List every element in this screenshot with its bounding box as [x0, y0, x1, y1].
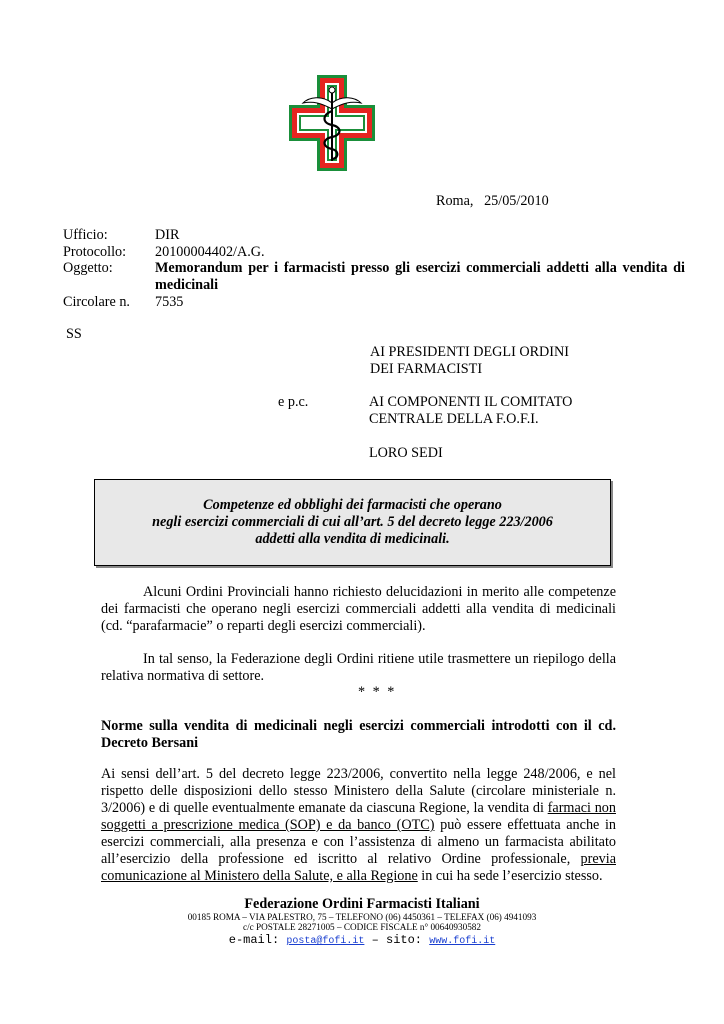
email-link[interactable]: posta@fofi.it: [286, 936, 365, 947]
epc-label: e p.c.: [278, 394, 309, 410]
topic-box-text: [95, 497, 610, 548]
section-heading: Norme sulla vendita di medicinali negli esercizi commerciali introdotti con il cd. Decreto Bersani: [101, 718, 616, 751]
closing-line: LORO SEDI: [369, 445, 443, 461]
footer-tax-info: c/c POSTALE 28271005 – CODICE FISCALE n° 00640930582: [243, 922, 481, 932]
paragraph-summary: [101, 651, 616, 685]
subject-text: Memorandum per i farmacisti presso gli esercizi commerciali addetti alla vendita di medicinali: [155, 260, 685, 293]
footer-contact: [0, 933, 724, 949]
ss-mark: SS: [66, 326, 82, 342]
meta-value: DIR: [155, 227, 180, 243]
recipients-secondary: [369, 394, 572, 428]
meta-value: 20100004402/A.G.: [155, 244, 265, 260]
paragraph-text: Alcuni Ordini Provinciali hanno richiesto delucidazioni in merito alle competenze dei farmacisti che operano negli esercizi commerciali addetti alla vendita di medicinali (cd. “parafarmacie” o reparti degli esercizi commerciali).: [101, 584, 616, 634]
meta-key: Oggetto:: [63, 260, 113, 276]
meta-key: Ufficio:: [63, 227, 108, 243]
paragraph-law: [101, 766, 616, 885]
topic-line: negli esercizi commerciali di cui all’art. 5 del decreto legge 223/2006: [152, 514, 553, 530]
meta-key: Circolare n.: [63, 294, 130, 310]
section-separator: * * *: [358, 684, 397, 700]
topic-box: [94, 479, 611, 566]
meta-key: Protocollo:: [63, 244, 127, 260]
topic-line: addetti alla vendita di medicinali.: [255, 531, 450, 547]
email-label: e-mail:: [228, 933, 280, 947]
paragraph-text: può essere effettuata anche in esercizi commerciali, alla presenza e con l’assistenza di almeno un farmacista abilitato all’esercizio della professione ed iscritto al relativo Ordine professionale,: [101, 817, 617, 867]
footer-address: 00185 ROMA – VIA PALESTRO, 75 – TELEFONO (06) 4450361 – TELEFAX (06) 4941093: [187, 912, 537, 922]
date-value: 25/05/2010: [484, 193, 549, 209]
recipient-line: AI COMPONENTI IL COMITATO: [369, 394, 573, 410]
logo-pharmacy-cross-icon: [287, 73, 377, 173]
recipient-line: CENTRALE DELLA F.O.F.I.: [369, 411, 539, 427]
underlined-text: previa comunicazione al Ministero della Salute, e alla Regione: [101, 851, 616, 884]
topic-line: Competenze ed obblighi dei farmacisti che operano: [203, 497, 502, 513]
recipient-line: AI PRESIDENTI DEGLI ORDINI: [370, 344, 569, 360]
date-place: Roma,: [436, 193, 474, 209]
document-date: [436, 193, 549, 210]
paragraph-text: in cui ha sede l’esercizio stesso.: [417, 868, 603, 884]
recipient-line: DEI FARMACISTI: [370, 361, 483, 377]
paragraph-text: In tal senso, la Federazione degli Ordini ritiene utile trasmettere un riepilogo della relativa normativa di settore.: [101, 651, 616, 684]
underlined-text: farmaci non soggetti a prescrizione medica (SOP) e da banco (OTC): [101, 800, 616, 833]
meta-value: 7535: [155, 294, 184, 310]
recipients-primary: [370, 344, 569, 378]
footer-organization: Federazione Ordini Farmacisti Italiani: [244, 896, 480, 912]
paragraph-intro: [101, 584, 616, 635]
paragraph-text: Ai sensi dell’art. 5 del decreto legge 223/2006, convertito nella legge 248/2006, e nel rispetto delle disposizioni dello stesso Ministero della Salute (circolare ministeriale n. 3/2006) e di quelle eventualmente emanate da ciascuna Regione, la vendita di: [101, 766, 616, 816]
site-link[interactable]: www.fofi.it: [429, 936, 496, 947]
site-label: – sito:: [371, 933, 423, 947]
